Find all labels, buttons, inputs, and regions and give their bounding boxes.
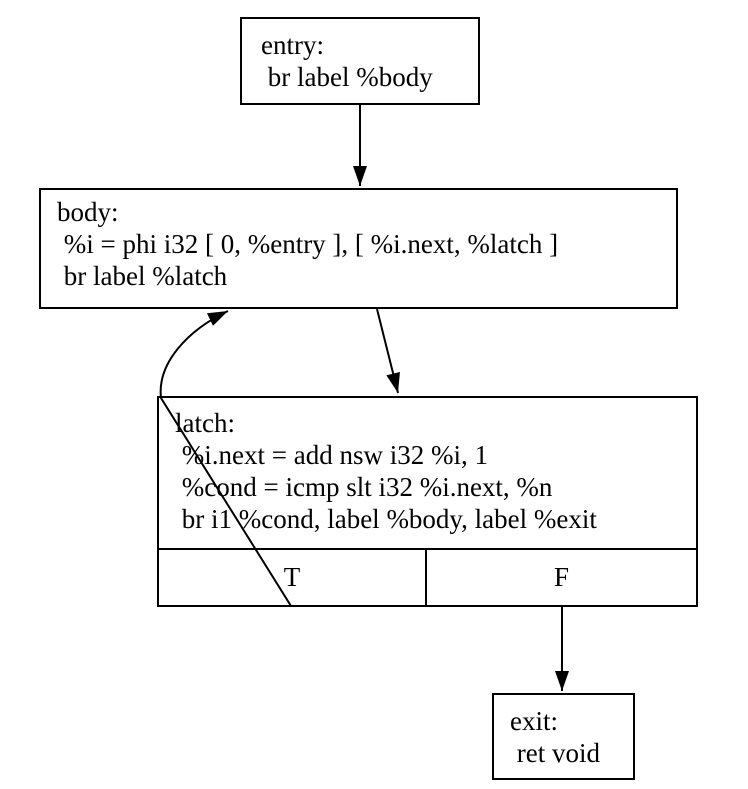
basic-block-label: entry: [261, 30, 324, 60]
ir-instruction: br label %latch [57, 261, 228, 291]
true-branch-port: T [159, 550, 427, 605]
false-branch-port: F [553, 562, 570, 592]
node-latch [157, 396, 698, 607]
ir-instruction: %i = phi i32 [ 0, %entry ], [ %i.next, %latch ] [57, 229, 559, 259]
node-exit [492, 693, 635, 780]
ir-instruction: ret void [510, 738, 600, 768]
basic-block-label: body: [57, 197, 119, 227]
node-entry [240, 17, 480, 105]
edge-body-to-latch [377, 309, 398, 393]
basic-block-label: latch: [175, 408, 235, 438]
basic-block-label: exit: [510, 706, 558, 736]
latch-instructions [159, 398, 696, 548]
ir-instruction: br label %body [261, 62, 433, 92]
ir-instruction: %i.next = add nsw i32 %i, 1 [175, 440, 488, 470]
branch-ports-row [159, 548, 696, 605]
ir-instruction: br i1 %cond, label %body, label %exit [175, 504, 597, 534]
ir-instruction: %cond = icmp slt i32 %i.next, %n [175, 472, 553, 502]
node-body [39, 188, 678, 309]
